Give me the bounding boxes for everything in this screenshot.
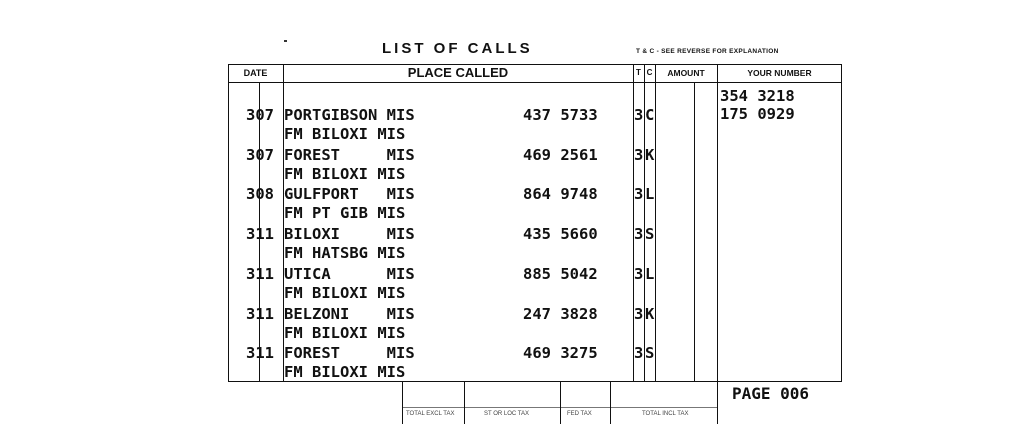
call-c-code: L <box>645 185 655 203</box>
call-origin: FM BILOXI MIS <box>284 165 406 183</box>
call-place: GULFPORT MIS <box>284 185 415 203</box>
call-c-code: S <box>645 225 655 243</box>
call-t-code: 3 <box>634 225 644 243</box>
divider-amount-cents <box>694 83 695 382</box>
scan-artifact <box>284 40 287 42</box>
call-number: 469 2561 <box>523 146 598 164</box>
call-date: 311 <box>246 305 274 323</box>
call-origin: FM BILOXI MIS <box>284 324 406 342</box>
fed-tax-label: FED TAX <box>567 411 592 417</box>
call-origin: FM BILOXI MIS <box>284 363 406 381</box>
call-date: 311 <box>246 225 274 243</box>
call-date: 311 <box>246 344 274 362</box>
form-title: LIST OF CALLS <box>382 40 533 57</box>
call-origin: FM PT GIB MIS <box>284 204 406 222</box>
call-origin: FM BILOXI MIS <box>284 125 406 143</box>
header-date: DATE <box>228 64 283 83</box>
call-c-code: K <box>645 305 655 323</box>
call-number: 469 3275 <box>523 344 598 362</box>
divider-amount-yournumber <box>717 64 718 382</box>
totals-divider-1 <box>402 382 403 424</box>
call-c-code: L <box>645 265 655 283</box>
call-place: PORTGIBSON MIS <box>284 106 415 124</box>
totals-divider-5 <box>717 382 718 424</box>
tc-note: T & C - SEE REVERSE FOR EXPLANATION <box>636 48 779 55</box>
totals-divider-4 <box>610 382 611 424</box>
page-number: PAGE 006 <box>732 384 810 403</box>
call-date: 307 <box>246 146 274 164</box>
call-number: 885 5042 <box>523 265 598 283</box>
call-place: BILOXI MIS <box>284 225 415 243</box>
call-t-code: 3 <box>634 305 644 323</box>
call-number: 247 3828 <box>523 305 598 323</box>
your-number-1: 354 3218 <box>720 87 795 105</box>
totals-divider-3 <box>560 382 561 424</box>
header-t: T <box>633 64 644 83</box>
header-c: C <box>644 64 655 83</box>
call-origin: FM BILOXI MIS <box>284 284 406 302</box>
header-place-called: PLACE CALLED <box>283 64 633 83</box>
totals-divider-2 <box>464 382 465 424</box>
call-t-code: 3 <box>634 106 644 124</box>
call-place: FOREST MIS <box>284 146 415 164</box>
call-c-code: K <box>645 146 655 164</box>
call-c-code: C <box>645 106 655 124</box>
st-or-loc-tax-label: ST OR LOC TAX <box>484 411 530 417</box>
header-your-number: YOUR NUMBER <box>717 64 842 83</box>
call-c-code: S <box>645 344 655 362</box>
call-date: 307 <box>246 106 274 124</box>
divider-c-amount <box>655 64 656 382</box>
call-t-code: 3 <box>634 344 644 362</box>
call-number: 435 5660 <box>523 225 598 243</box>
call-number: 864 9748 <box>523 185 598 203</box>
call-number: 437 5733 <box>523 106 598 124</box>
call-origin: FM HATSBG MIS <box>284 244 406 262</box>
header-amount: AMOUNT <box>655 64 717 83</box>
your-number-2: 175 0929 <box>720 105 795 123</box>
call-place: BELZONI MIS <box>284 305 415 323</box>
call-t-code: 3 <box>634 185 644 203</box>
call-place: UTICA MIS <box>284 265 415 283</box>
call-t-code: 3 <box>634 146 644 164</box>
call-place: FOREST MIS <box>284 344 415 362</box>
call-t-code: 3 <box>634 265 644 283</box>
call-date: 311 <box>246 265 274 283</box>
total-excl-tax-label: TOTAL EXCL TAX <box>406 411 455 417</box>
total-incl-tax-label: TOTAL INCL TAX <box>642 411 689 417</box>
call-date: 308 <box>246 185 274 203</box>
